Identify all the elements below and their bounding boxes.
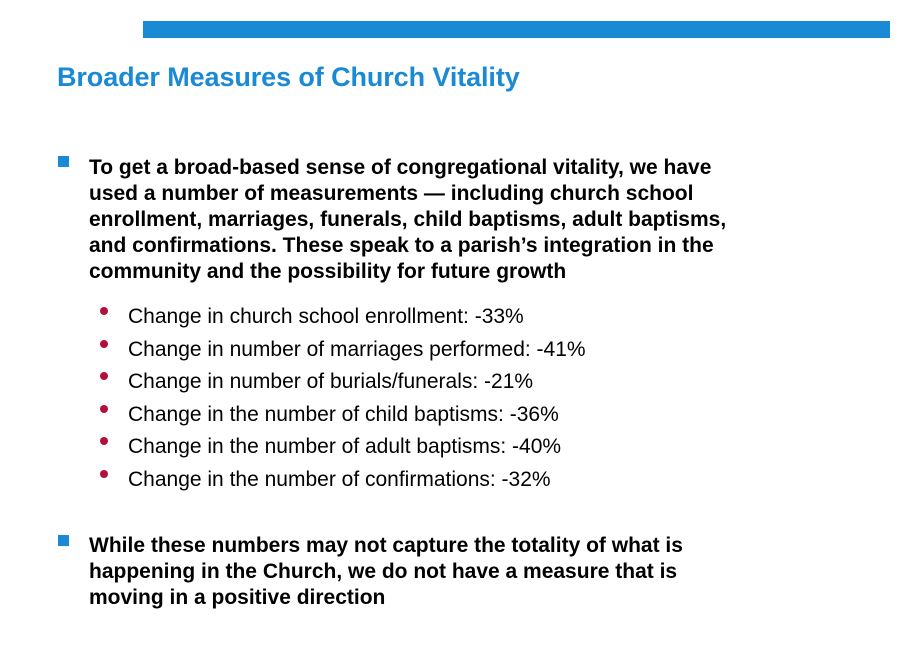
list-item-text: Change in number of marriages performed: -41% xyxy=(128,337,586,361)
slide-title: Broader Measures of Church Vitality xyxy=(57,62,520,92)
bullet-paragraph-intro xyxy=(89,155,726,285)
paragraph-line: moving in a positive direction xyxy=(89,586,386,609)
dot-bullet-icon xyxy=(100,372,108,380)
dot-bullet-icon xyxy=(100,340,108,348)
dot-bullet-icon xyxy=(100,470,108,478)
header-accent-bar xyxy=(143,21,890,38)
paragraph-line: While these numbers may not capture the totality of what is xyxy=(89,534,683,557)
list-item-text: Change in the number of adult baptisms: -40% xyxy=(128,435,562,458)
bullet-paragraph-conclusion xyxy=(89,533,683,611)
list-item-text: Change in church school enrollment: -33% xyxy=(128,305,524,328)
paragraph-line: and confirmations. These speak to a parish’s integration in the xyxy=(89,234,714,257)
list-item-text: Change in the number of child baptisms: -36% xyxy=(128,402,559,426)
dot-bullet-icon xyxy=(100,405,108,413)
paragraph-line: enrollment, marriages, funerals, child baptisms, adult baptisms, xyxy=(89,208,727,231)
paragraph-line: community and the possibility for future growth xyxy=(89,260,567,283)
paragraph-line: used a number of measurements — including church school xyxy=(89,182,694,205)
paragraph-line: happening in the Church, we do not have a measure that is xyxy=(89,560,678,583)
list-item-text: Change in the number of confirmations: -32% xyxy=(128,467,551,491)
list-item-text: Change in number of burials/funerals: -21% xyxy=(128,370,534,393)
square-bullet-icon xyxy=(58,156,69,167)
square-bullet-icon xyxy=(58,535,69,546)
paragraph-line: To get a broad-based sense of congregational vitality, we have xyxy=(89,156,712,179)
dot-bullet-icon xyxy=(100,437,108,445)
dot-bullet-icon xyxy=(100,307,108,315)
